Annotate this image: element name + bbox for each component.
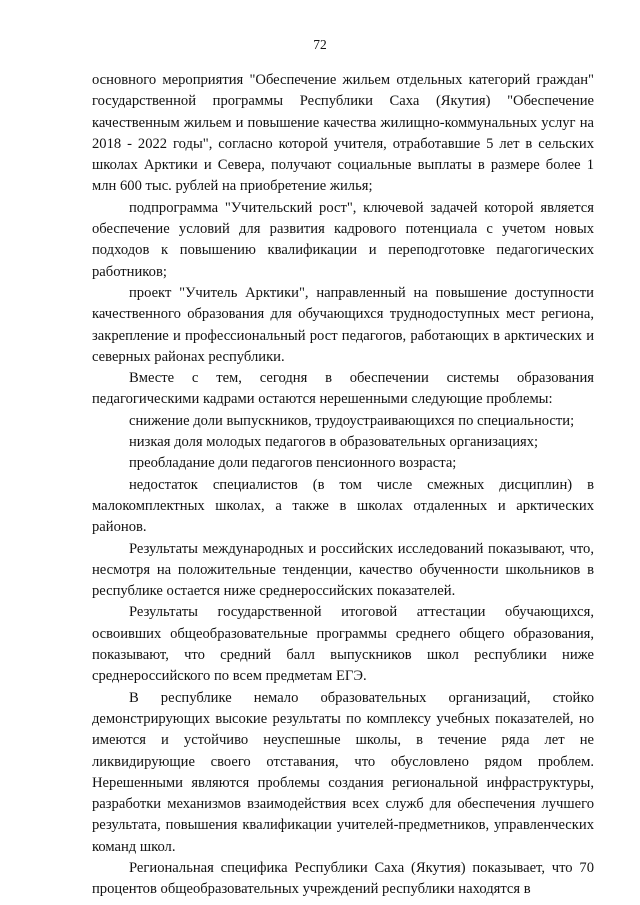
paragraph: Вместе с тем, сегодня в обеспечении системы образования педагогическими кадрами остаются нерешенными следующие проблемы: bbox=[92, 370, 594, 408]
body-text bbox=[92, 70, 594, 901]
page-number: 72 bbox=[313, 37, 327, 52]
list-item: снижение доли выпускников, трудоустраивающихся по специальности; bbox=[129, 412, 575, 429]
paragraph: В республике немало образовательных организаций, стойко демонстрирующих высокие результаты по комплексу учебных показателей, но имеются и устойчиво неуспешные школы, в течение ряда лет не ликвидирующие своего отставания, что обусловлено рядом проблем. Нерешенными являются проблемы создания региональной инфраструктуры, разработки механизмов взаимодействия всех служб для обеспечения лучшего результата, повышения квалификации учителей-предметников, управленческих команд школ. bbox=[92, 689, 594, 855]
paragraph: основного мероприятия "Обеспечение жильем отдельных категорий граждан" государственной программы Республики Саха (Якутия) "Обеспечение качественным жильем и повышение качества жилищно-коммунальных услуг на 2018 - 2022 годы", согласно которой учителя, отработавшие 5 лет в сельских школах Арктики и Севера, получают социальные выплаты в размере более 1 млн 600 тыс. рублей на приобретение жилья; bbox=[92, 72, 594, 195]
paragraph: подпрограмма "Учительский рост", ключевой задачей которой является обеспечение условий для развития кадрового потенциала с учетом новых подходов к повышению квалификации и переподготовке педагогических работников; bbox=[92, 199, 594, 280]
paragraph: проект "Учитель Арктики", направленный на повышение доступности качественного образования для обучающихся труднодоступных мест региона, закрепление и профессиональный рост педагогов, работающих в арктических и северных районах республики. bbox=[92, 284, 594, 365]
list-item: низкая доля молодых педагогов в образовательных организациях; bbox=[129, 434, 539, 451]
paragraph: Результаты международных и российских исследований показывают, что, несмотря на положительные тенденции, качество обученности школьников в республике остается ниже среднероссийских показателей. bbox=[92, 540, 594, 600]
list-item: преобладание доли педагогов пенсионного возраста; bbox=[129, 455, 457, 472]
paragraph: Результаты государственной итоговой аттестации обучающихся, освоивших общеобразовательные программы среднего общего образования, показывают, что средний балл выпускников школ республики ниже среднероссийского по всем предметам ЕГЭ. bbox=[92, 604, 594, 685]
list-item: недостаток специалистов (в том числе смежных дисциплин) в малокомплектных школах, а также в школах отдаленных и арктических районов. bbox=[92, 476, 594, 536]
paragraph: Региональная специфика Республики Саха (Якутия) показывает, что 70 процентов общеобразовательных учреждений республики находятся в bbox=[92, 859, 594, 898]
